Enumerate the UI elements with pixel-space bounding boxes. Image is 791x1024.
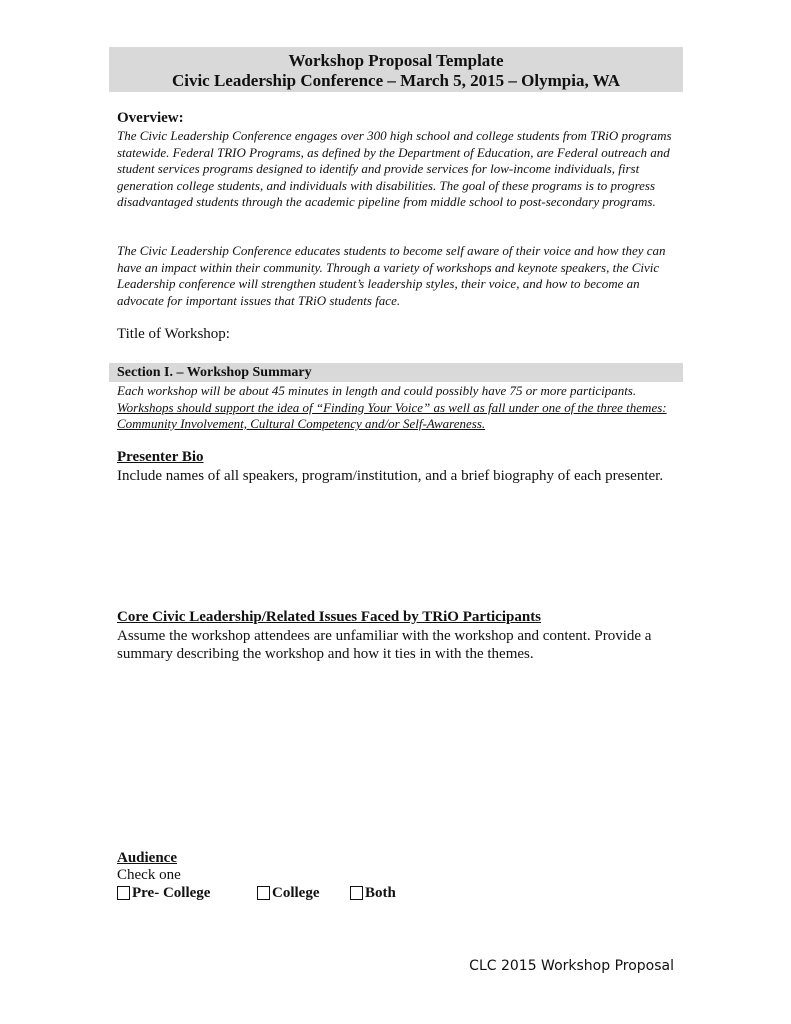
section-1-desc-plain: Each workshop will be about 45 minutes in length and could possibly have 75 or more participants. <box>117 383 637 398</box>
presenter-bio-instructions: Include names of all speakers, program/institution, and a brief biography of each presenter. <box>117 468 664 484</box>
audience-option-college[interactable] <box>257 884 319 902</box>
title-block <box>109 47 683 92</box>
checkbox-icon[interactable] <box>117 886 130 900</box>
section-1-description <box>117 383 683 433</box>
audience-option-label: Pre- College <box>132 885 211 901</box>
checkbox-icon[interactable] <box>257 886 270 900</box>
document-title: Workshop Proposal Template <box>288 51 504 70</box>
audience-instruction: Check one <box>117 867 181 883</box>
title-of-workshop-label: Title of Workshop: <box>117 326 230 342</box>
page-footer: CLC 2015 Workshop Proposal <box>469 958 674 974</box>
audience-option-label: Both <box>365 885 396 901</box>
presenter-bio-heading: Presenter Bio <box>117 449 204 465</box>
section-1-heading: Section I. – Workshop Summary <box>117 365 312 380</box>
audience-option-label: College <box>272 885 320 901</box>
core-issues-instructions: Assume the workshop attendees are unfamiliar with the workshop and content. Provide a summary describing the workshop and how it ties in with the themes. <box>117 628 652 662</box>
checkbox-icon[interactable] <box>350 886 363 900</box>
overview-paragraph-2: The Civic Leadership Conference educates students to become self aware of their voice and how they can have an impact within their community. Through a variety of workshops and keynote speakers, the Civic Leadership conference will strengthen student’s leadership styles, their voice, and how to become an advocate for important issues that TRiO students face. <box>117 243 666 308</box>
overview-paragraph-1: The Civic Leadership Conference engages over 300 high school and college students from TRiO programs statewide. Federal TRIO Programs, as defined by the Department of Education, are Federal outreach and student services programs designed to identify and provide services for low-income individuals, first generation college students, and individuals with disabilities. The goal of these programs is to progress disadvantaged students through the academic pipeline from middle school to post-secondary programs. <box>117 128 672 209</box>
audience-options <box>117 884 517 904</box>
core-issues-heading: Core Civic Leadership/Related Issues Faced by TRiO Participants <box>117 609 542 625</box>
section-1-desc-underlined: Workshops should support the idea of “Finding Your Voice” as well as fall under one of the three themes: Community Involvement, Cultural Competency and/or Self-Awareness. <box>117 399 667 431</box>
audience-option-pre-college[interactable] <box>117 884 210 902</box>
conference-subtitle: Civic Leadership Conference – March 5, 2015 – Olympia, WA <box>171 71 621 90</box>
overview-heading: Overview: <box>117 110 184 126</box>
audience-heading: Audience <box>117 850 177 866</box>
audience-option-both[interactable] <box>350 884 396 902</box>
